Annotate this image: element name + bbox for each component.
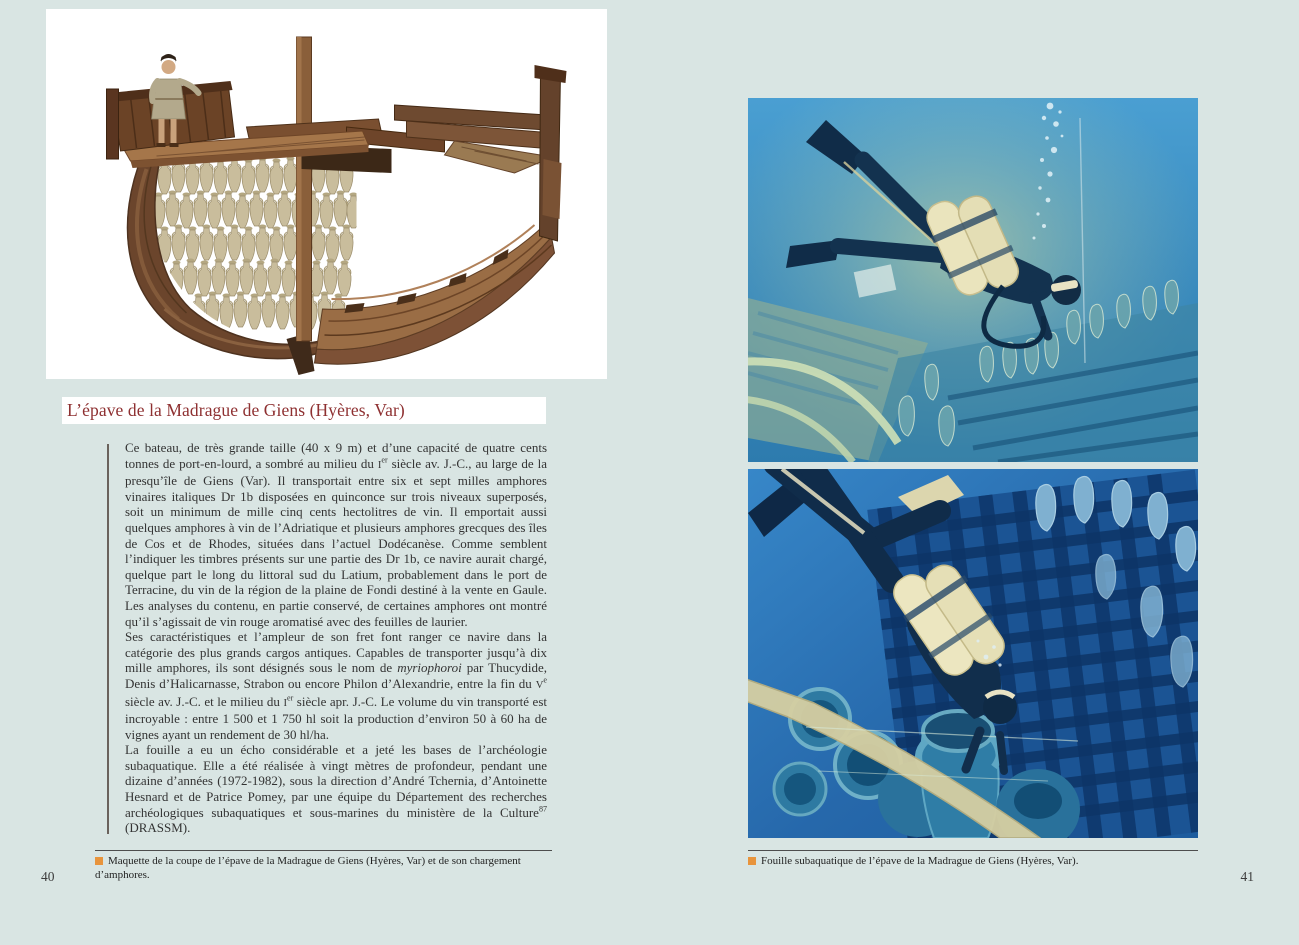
underwater-photo-1	[748, 98, 1198, 462]
body-text	[125, 440, 547, 836]
ship-cutaway-drawing	[46, 9, 607, 379]
paragraph: La fouille a eu un écho considérable et a jeté les bases de l’archéologie subaquatique. Elle a été réalisée à vingt mètres de profondeur, pendant une dizaine d’années (1972-1982), sous la direction d’André Tchernia, d’Antoinette Hesnard et de Patrice Pomey, par une équipe du Département des recherches archéologiques subaquatiques et sous-marines du ministère de la Culture$^{87}$ (DRASSM).	[125, 742, 547, 836]
ship-illustration	[46, 9, 607, 379]
caption-rule	[748, 850, 1198, 851]
text-left-rule	[107, 444, 109, 834]
caption-bullet-icon	[748, 857, 756, 865]
caption-left	[95, 850, 552, 882]
underwater-photo-2	[748, 469, 1198, 838]
photo-top-diver-over-wreck	[748, 98, 1198, 462]
photo-bottom-diver-amphorae	[748, 469, 1198, 838]
paragraph: Ce bateau, de très grande taille (40 x 9 m) et d’une capacité de quatre cents tonnes de port-en-lourd, a sombré au milieu du Ier siècle av. J.-C., au large de la presqu’île de Giens (Var). Il transportait entre six et sept milles amphores vinaires italiques Dr 1b disposées en quinconce sur trois niveaux superposés, soit un minimum de mille cinq cents hectolitres de vin. Il emportait aussi quelques amphores à vin de l’Adriatique et plusieurs amphores grecques des îles de Cos et de Rhodes, situées dans l’actuel Dodécanèse. Comme semblent l’indiquer les timbres présents sur une partie des Dr 1b, ce navire aurait chargé, quelque part le long du littoral sud du Latium, probablement dans le port de Terracine, du vin de la région de la plaine de Fondi destiné à la vente en Gaule. Les analyses du contenu, en partie conservé, de certaines amphores ont montré qu’il s’agissait de vin rouge aromatisé avec des feuilles de laurier.	[125, 440, 547, 629]
section-title: L’épave de la Madrague de Giens (Hyères, Var)	[67, 400, 405, 420]
paragraph: Ses caractéristiques et l’ampleur de son fret font ranger ce navire dans la catégorie des plus grands cargos antiques. Capables de transporter jusqu’à dix mille amphores, ils sont désignés sous le nom de myriophoroi par Thucydide, Denis d’Halicarnasse, Strabon ou encore Philon d’Alexandrie, entre la fin du Ve siècle av. J.-C. et le milieu du Ier siècle apr. J.-C. Le volume du vin transporté est incroyable : entre 1 500 et 1 750 hl soit la production d’environ 50 à 60 ha de vignes ayant un rendement de 30 hl/ha.	[125, 629, 547, 742]
caption-right	[748, 850, 1198, 869]
section-title-band	[62, 397, 546, 424]
stern-assembly	[395, 65, 567, 241]
caption-right-text: Fouille subaquatique de l’épave de la Madrague de Giens (Hyères, Var).	[761, 855, 1079, 867]
page-number-right: 41	[1240, 869, 1254, 884]
mast	[297, 37, 312, 341]
caption-rule	[95, 850, 552, 851]
caption-bullet-icon	[95, 857, 103, 865]
page-number-left: 40	[41, 869, 55, 884]
caption-left-text: Maquette de la coupe de l’épave de la Madrague de Giens (Hyères, Var) et de son chargement d’amphores.	[95, 855, 521, 881]
